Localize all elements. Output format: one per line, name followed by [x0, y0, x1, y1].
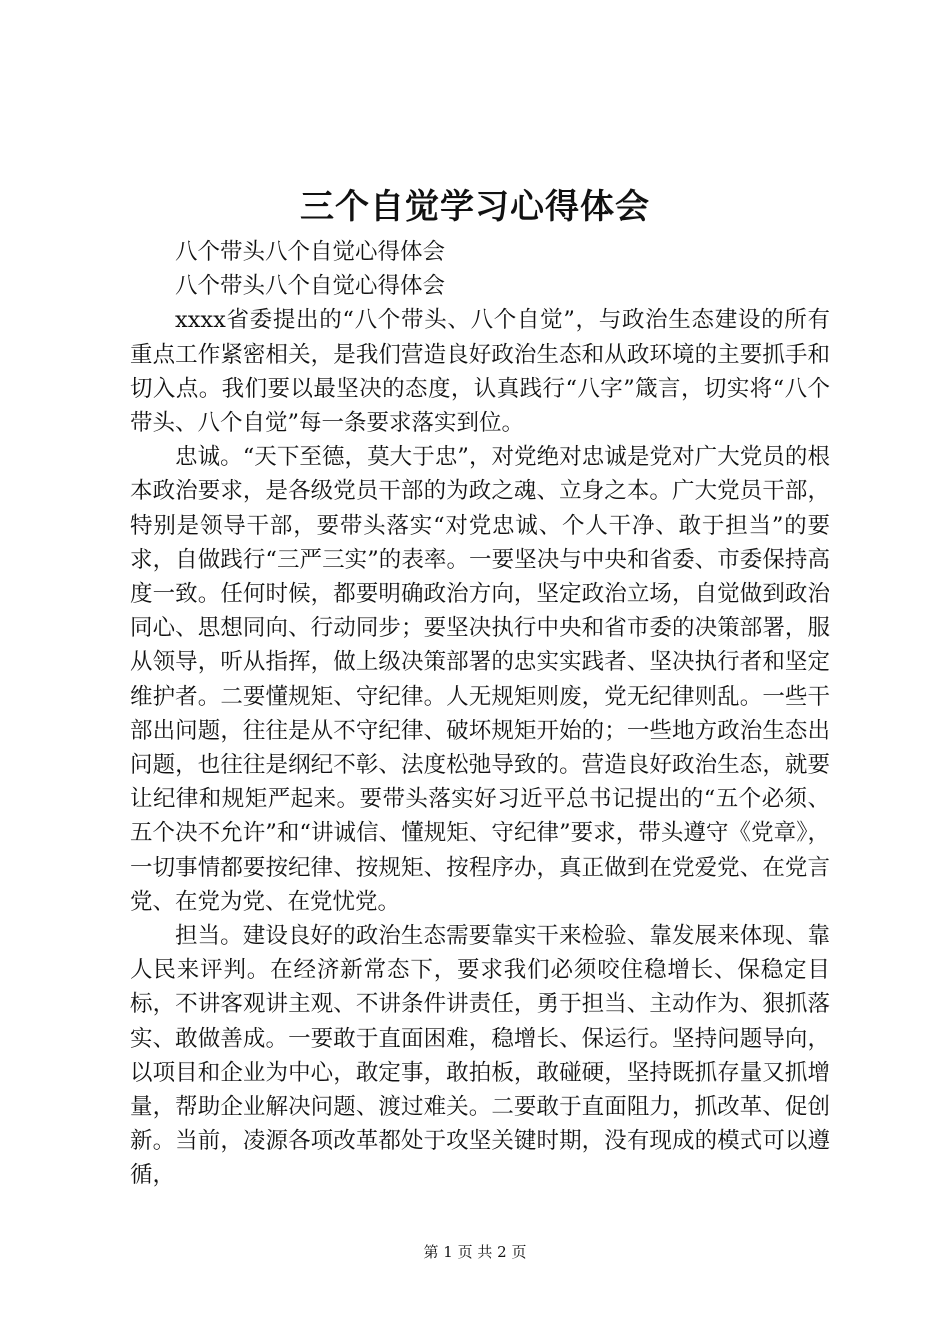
subtitle-line: 八个带头八个自觉心得体会 — [175, 273, 446, 300]
page-number-footer: 第 1 页 共 2 页 — [423, 1243, 527, 1261]
document-title: 三个自觉学习心得体会 — [300, 187, 650, 227]
body-paragraph: 担当。建设良好的政治生态需要靠实干来检验、靠发展来体现、靠人民来评判。在经济新常态下，要求我们必须咬住稳增长、保稳定目标，不讲客观讲主观、不讲条件讲责任，勇于担当、主动作为、狠抓落实、敢做善成。一要敢于直面困难，稳增长、保运行。坚持问题导向，以项目和企业为中心，敢定事，敢拍板，敢碰硬，坚持既抓存量又抓增量，帮助企业解决问题、渡过难关。二要敢于直面阻力，抓改革、促创新。当前，凌源各项改革都处于攻坚关键时期，没有现成的模式可以遵循， — [130, 923, 830, 1189]
body-paragraph: 忠诚。“天下至德，莫大于忠”，对党绝对忠诚是党对广大党员的根本政治要求，是各级党员干部的为政之魂、立身之本。广大党员干部，特别是领导干部，要带头落实“对党忠诚、个人干净、敢于担当”的要求，自做践行“三严三实”的表率。一要坚决与中央和省委、市委保持高度一致。任何时候，都要明确政治方向，坚定政治立场，自觉做到政治同心、思想同向、行动同步；要坚决执行中央和省市委的决策部署，服从领导，听从指挥，做上级决策部署的忠实实践者、坚决执行者和坚定维护者。二要懂规矩、守纪律。人无规矩则废，党无纪律则乱。一些干部出问题，往往是从不守纪律、破坏规矩开始的；一些地方政治生态出问题，也往往是纲纪不彰、法度松弛导致的。营造良好政治生态，就要让纪律和规矩严起来。要带头落实好习近平总书记提出的“五个必须、五个决不允许”和“讲诚信、懂规矩、守纪律”要求，带头遵守《党章》，一切事情都要按纪律、按规矩、按程序办，真正做到在党爱党、在党言党、在党为党、在党忧党。 — [130, 444, 830, 915]
body-paragraph: xxxx省委提出的“八个带头、八个自觉”，与政治生态建设的所有重点工作紧密相关，是我们营造良好政治生态和从政环境的主要抓手和切入点。我们要以最坚决的态度，认真践行“八字”箴言，切实将“八个带头、八个自觉”每一条要求落实到位。 — [130, 307, 830, 437]
document-body — [130, 235, 830, 1193]
subtitle-line: 八个带头八个自觉心得体会 — [175, 239, 446, 265]
